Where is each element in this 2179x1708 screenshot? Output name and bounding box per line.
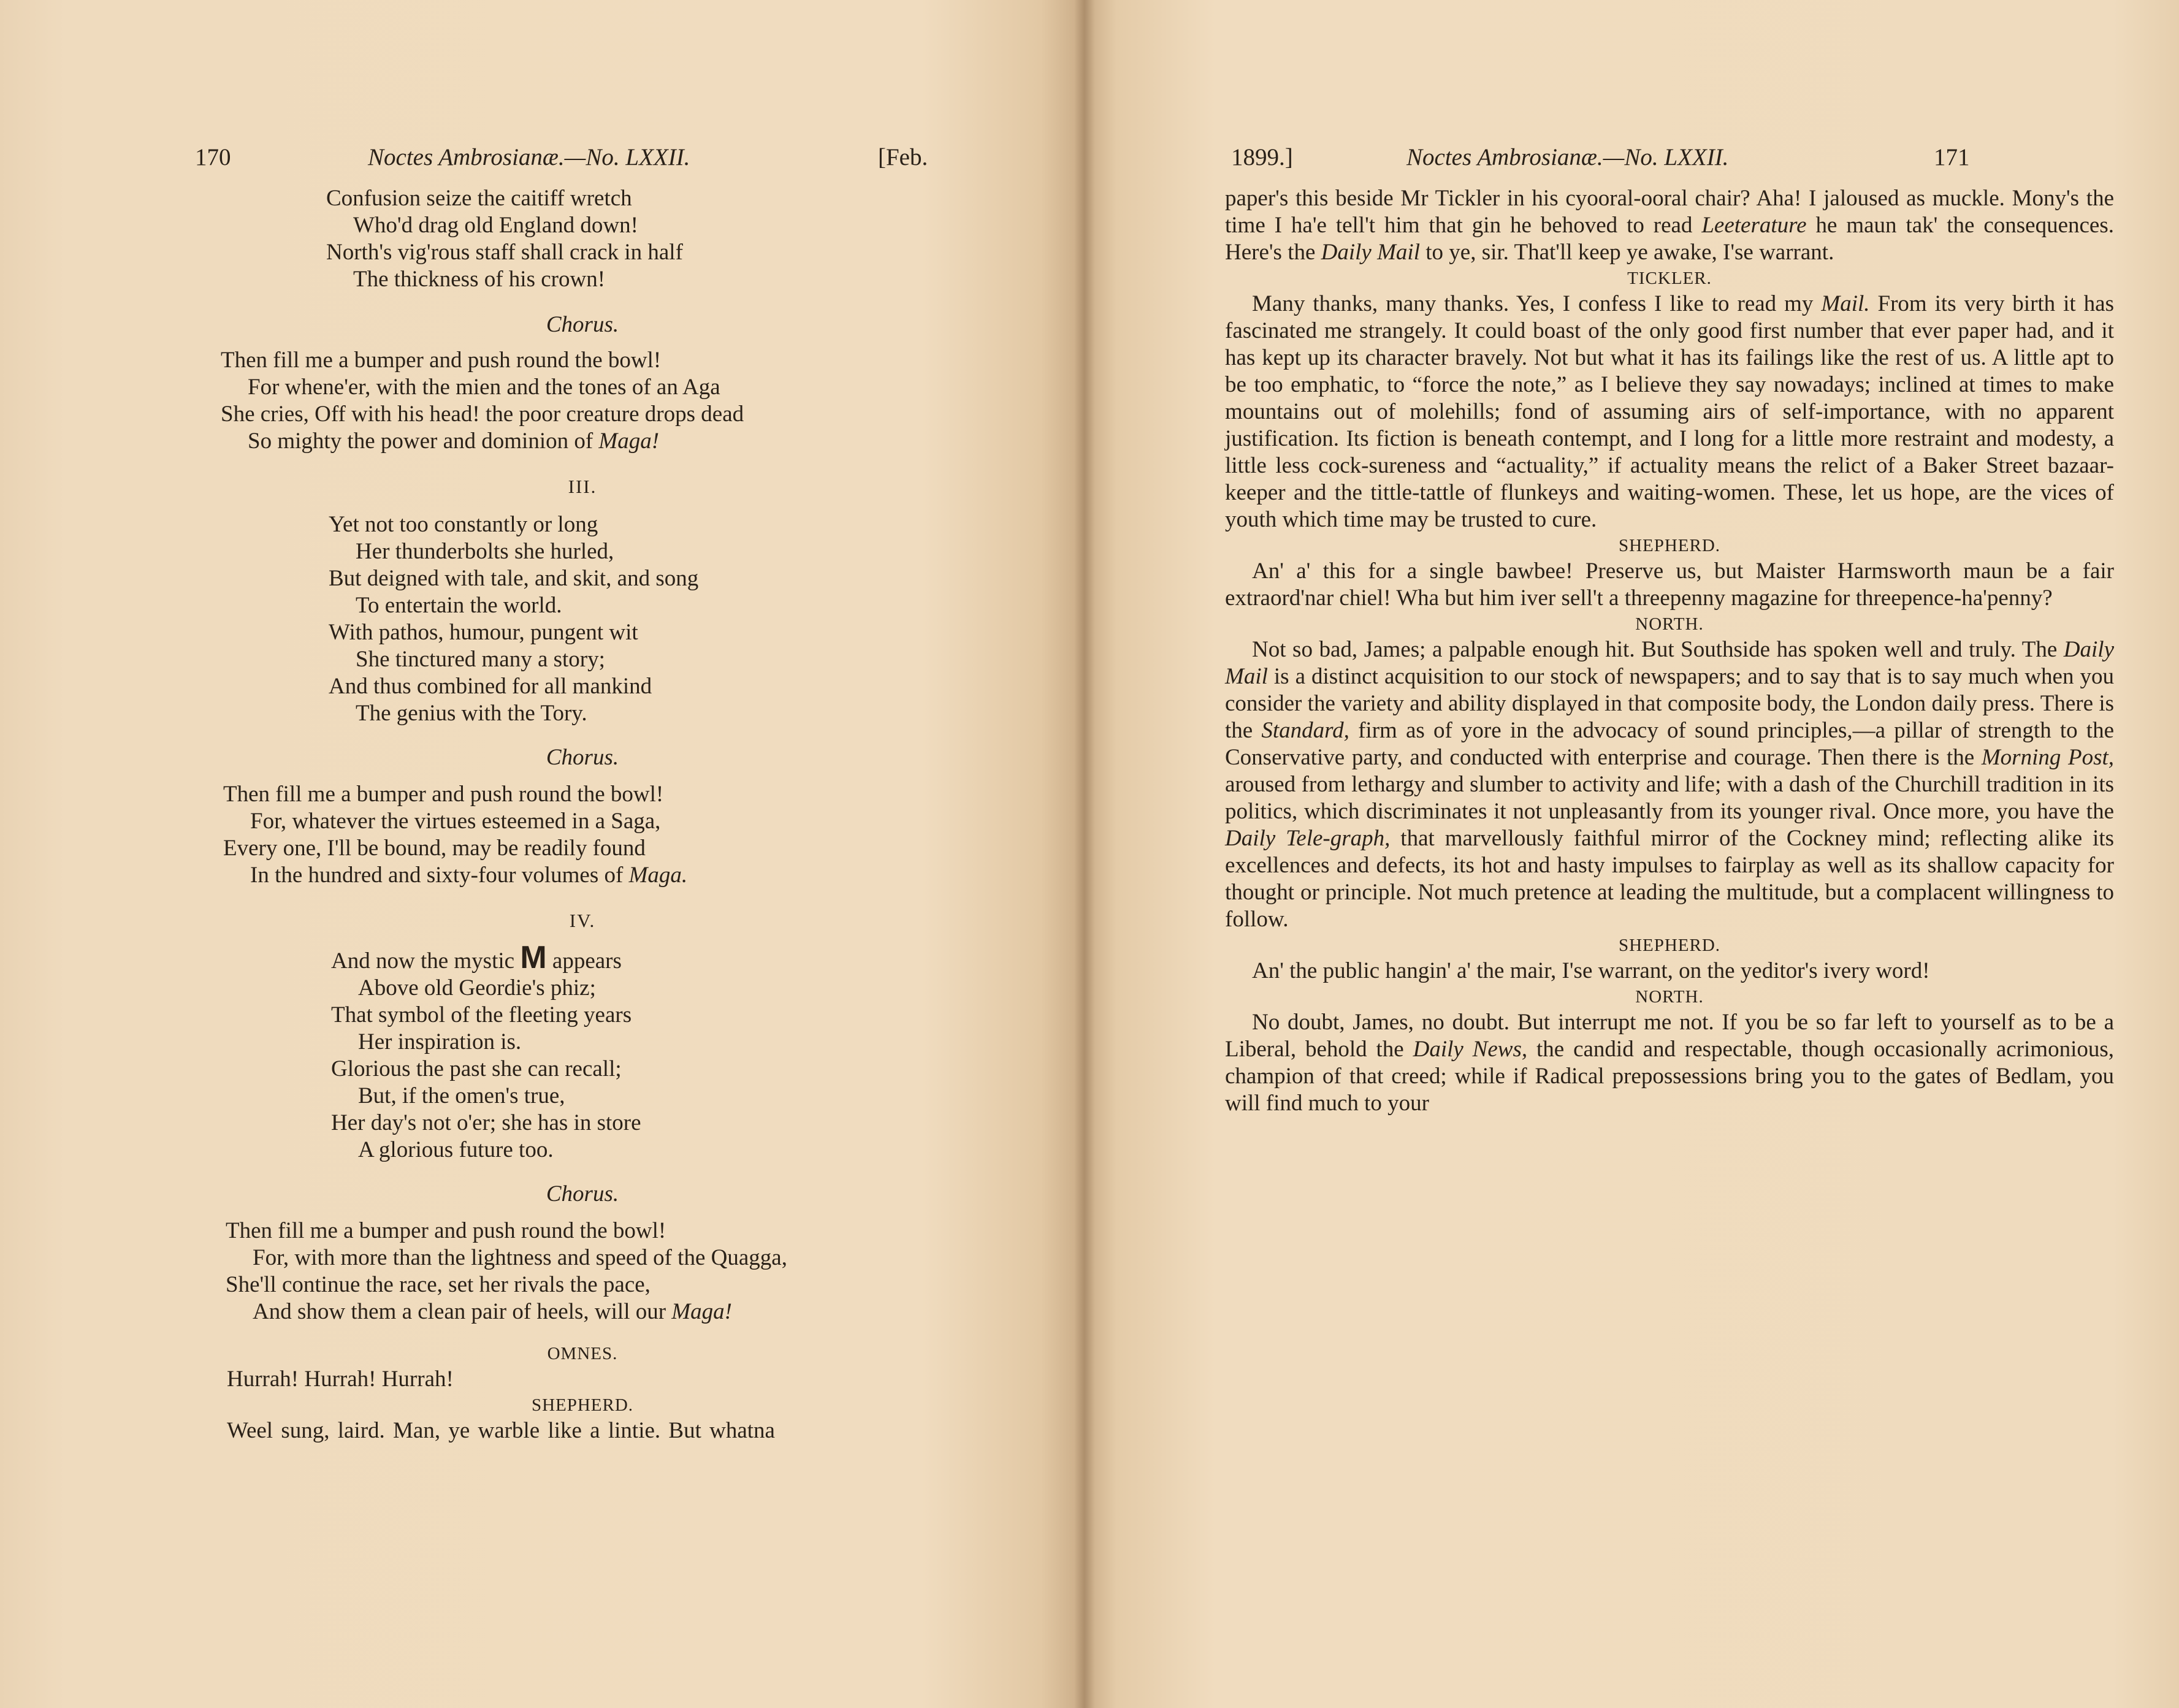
verse-line: But, if the omen's true, [358, 1083, 565, 1108]
verse-line: Her day's not o'er; she has in store [331, 1110, 641, 1135]
chorus-line: Every one, I'll be bound, may be readily found [223, 836, 646, 861]
chorus-line: For, whatever the virtues esteemed in a Saga, [250, 809, 661, 834]
right-page-header [1084, 142, 2179, 173]
speaker-omnes: OMNES. [547, 1344, 618, 1363]
verse-line: The genius with the Tory. [356, 701, 587, 726]
speaker-tickler: TICKLER. [1627, 269, 1712, 288]
speaker-shepherd: SHEPHERD. [1618, 936, 1721, 955]
speech-paragraph: Not so bad, James; a palpable enough hit. But Southside has spoken well and truly. The Daily Mail is a distinct acquisition to our stock of newspapers; and to say that is to say much when you consider the variety and ability displayed in that composite body, the London daily press. There is the Standard, firm as of yore in the advocacy of sound principles,—a pillar of strength to the Conservative party, and conducted with enterprise and courage. Then there is the Morning Post, aroused from lethargy and slumber to activity and life; with a dash of the Churchill tradition in its politics, which discriminates it not unpleasantly from its younger rival. Once more, you have the Daily Tele-graph, that marvellously faithful mirror of the Cockney mind; reflecting alike its excellences and defects, its hot and hasty impulses to fairplay as well as its shallow capacity for thought or principle. Not much pretence at leading the multitude, but a complacent willingness to follow. [1225, 637, 2115, 932]
right-date-mark: 1899.] [1231, 144, 1293, 170]
section-number-iv: IV. [569, 910, 596, 931]
chorus-line: For whene'er, with the mien and the tones of an Aga [248, 375, 720, 400]
verse-line: But deigned with tale, and skit, and song [329, 566, 699, 591]
speaker-shepherd: SHEPHERD. [1618, 536, 1721, 555]
speech-paragraph: No doubt, James, no doubt. But interrupt me not. If you be so far left to yourself as to be a Liberal, behold the Daily News, the candid and respectable, though occasionally acrimonious, champion of that creed; while if Radical prepossessions bring you to the gates of Bedlam, you will find much to your [1225, 1010, 2114, 1116]
verse-line: And thus combined for all mankind [329, 674, 652, 699]
right-page-body [1225, 185, 2114, 1117]
verse-line: And now the mystic M appears [331, 940, 622, 975]
left-page-header [0, 142, 1084, 173]
speech-paragraph: paper's this beside Mr Tickler in his cyooral-ooral chair? Aha! I jaloused as muckle. Mony's the time I ha'e tell't him that gin he behoved to read Leeterature he maun tak' the consequences. Here's the Daily Mail to ye, sir. That'll keep ye awake, I'se warrant. [1225, 186, 2114, 265]
chorus-line: In the hundred and sixty-four volumes of Maga. [250, 863, 688, 888]
verse-line: A glorious future too. [358, 1137, 554, 1162]
section-number-iii: III. [568, 476, 597, 497]
speaker-shepherd: SHEPHERD. [531, 1395, 634, 1415]
chorus-line: Then fill me a bumper and push round the bowl! [221, 348, 662, 373]
verse-line: North's vig'rous staff shall crack in half [326, 240, 683, 265]
mystic-m-glyph: M [520, 940, 547, 975]
right-page-number: 171 [1934, 144, 1970, 170]
right-page [1084, 0, 2179, 1708]
chorus-heading: Chorus. [546, 745, 619, 770]
verse-line: That symbol of the fleeting years [331, 1002, 632, 1027]
chorus-line: Then fill me a bumper and push round the bowl! [226, 1218, 666, 1243]
chorus-line: And show them a clean pair of heels, will our Maga! [253, 1299, 732, 1324]
verse-line: Above old Geordie's phiz; [358, 975, 596, 1001]
left-page [0, 0, 1084, 1708]
verse-line: Who'd drag old England down! [353, 213, 638, 238]
verse-line: Her inspiration is. [358, 1029, 522, 1054]
chorus-line: So mighty the power and dominion of Maga! [248, 429, 660, 454]
left-date-mark: [Feb. [878, 144, 928, 170]
verse-line: With pathos, humour, pungent wit [329, 620, 638, 645]
right-running-title: Noctes Ambrosianæ.—No. LXXII. [1406, 144, 1729, 170]
verse-line: Yet not too constantly or long [329, 512, 598, 537]
speech-paragraph: An' the public hangin' a' the mair, I'se warrant, on the yeditor's ivery word! [1252, 958, 1930, 983]
speech-line: Hurrah! Hurrah! Hurrah! [227, 1367, 454, 1392]
maga-italic: Maga! [598, 429, 660, 454]
book-gutter [1074, 0, 1095, 1708]
verse-line: Confusion seize the caitiff wretch [326, 186, 632, 211]
verse-line: She tinctured many a story; [356, 647, 605, 672]
chorus-heading: Chorus. [546, 1181, 619, 1207]
maga-italic: Maga. [628, 863, 688, 888]
verse-line: The thickness of his crown! [353, 267, 606, 292]
left-running-title: Noctes Ambrosianæ.—No. LXXII. [368, 144, 690, 170]
chorus-heading: Chorus. [546, 312, 619, 337]
speaker-north: NORTH. [1635, 987, 1704, 1007]
verse-line: To entertain the world. [356, 593, 562, 618]
verse-line: Her thunderbolts she hurled, [356, 539, 614, 564]
chorus-line: She'll continue the race, set her rivals the pace, [226, 1272, 651, 1297]
chorus-line: Then fill me a bumper and push round the bowl! [223, 782, 664, 807]
left-page-number: 170 [195, 144, 231, 170]
chorus-line: For, with more than the lightness and speed of the Quagga, [253, 1245, 787, 1270]
speaker-north: NORTH. [1635, 614, 1704, 634]
speech-paragraph: An' a' this for a single bawbee! Preserve us, but Maister Harmsworth maun be a fair extraord'nar chiel! Wha but him iver sell't a threepenny magazine for threepence-ha'penny? [1225, 559, 2114, 611]
speech-paragraph: Many thanks, many thanks. Yes, I confess I like to read my Mail. From its very birth it has fascinated me strangely. It could boast of the only good first number that ever paper had, and it has kept up its character bravely. Not but what it has its failings like the rest of us. A little apt to be too emphatic, to “force the note,” as I believe they say nowadays; inclined at times to make mountains out of molehills; fond of assuming airs of self-importance, with no apparent justification. Its fiction is beneath contempt, and I long for a little more restraint and modesty, a little less cock-sureness and “actuality,” if actuality means the relict of a Baker Street bazaar-keeper and the tittle-tattle of flunkeys and waiting-women. These, let us hope, are the vices of youth which time may be trusted to cure. [1225, 291, 2114, 532]
verse-line: Glorious the past she can recall; [331, 1056, 622, 1081]
left-page-body [221, 185, 969, 1444]
speech-line: Weel sung, laird. Man, ye warble like a lintie. But whatna [227, 1418, 775, 1443]
maga-italic: Maga! [671, 1299, 732, 1324]
chorus-line: She cries, Off with his head! the poor creature drops dead [221, 402, 744, 427]
